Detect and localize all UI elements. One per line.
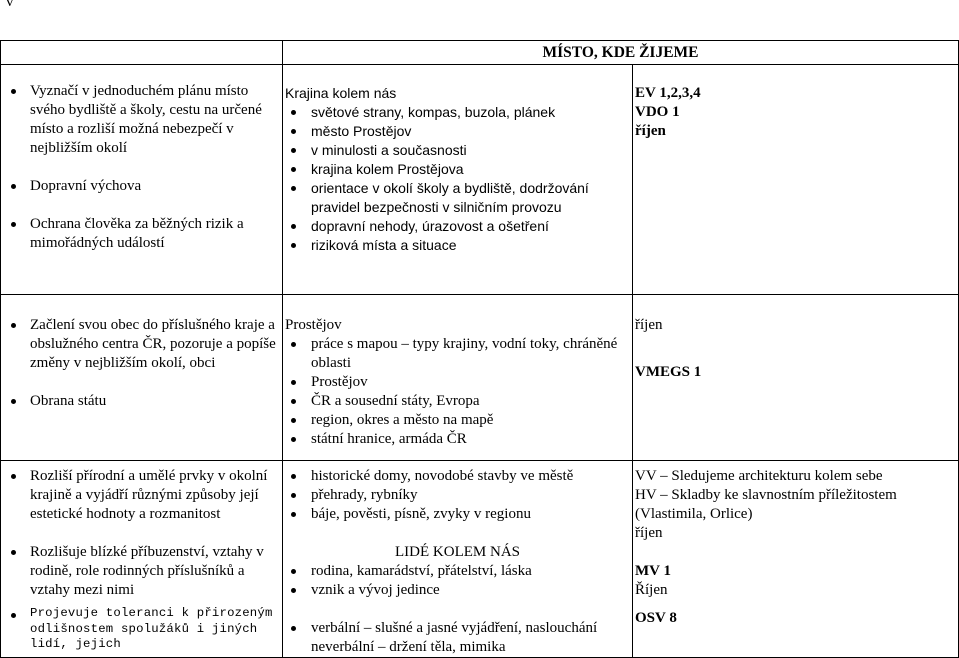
list-item: v minulosti a současnosti <box>283 141 632 160</box>
list-item: státní hranice, armáda ČR <box>283 430 632 449</box>
list-item: práce s mapou – typy krajiny, vodní toky, chráněné oblasti <box>283 335 632 373</box>
cross-curricular-note: HV – Skladby ke slavnostním příležitostem <box>635 487 897 503</box>
outcome-item: Začlení svou obec do příslušného kraje a obslužného centra ČR, pozoruje a popíše změny v nejbližším okolí, obci <box>1 316 282 373</box>
outcome-item: Ochrana člověka za běžných rizik a mimořádných událostí <box>1 215 282 253</box>
cross-curricular-note: VMEGS 1 <box>635 364 702 380</box>
table-row <box>1 295 959 461</box>
cross-curricular-note: MV 1 <box>635 563 671 579</box>
cross-curricular-note: OSV 8 <box>635 610 677 626</box>
outcome-item: Vyznačí v jednoduchém plánu místo svého bydliště a školy, cestu na určené místo a rozliší možná nebezpečí v nejbližším okolí <box>1 82 282 158</box>
cross-curricular-note: VDO 1 <box>635 104 680 120</box>
month-note: Říjen <box>635 582 668 598</box>
header-row <box>1 41 959 65</box>
list-item: verbální – slušné a jasné vyjádření, naslouchání neverbální – držení těla, mimika <box>283 619 632 657</box>
cross-curricular-note: VV – Sledujeme architekturu kolem sebe <box>635 468 883 484</box>
list-item: region, okres a město na mapě <box>283 411 632 430</box>
list-item: světové strany, kompas, buzola, plánek <box>283 103 632 122</box>
section-subheading: LIDÉ KOLEM NÁS <box>395 544 520 560</box>
table-row <box>1 461 959 658</box>
list-item: historické domy, novodobé stavby ve městě <box>283 467 632 486</box>
month-note: říjen <box>635 525 663 541</box>
note-line: (Vlastimila, Orlice) <box>635 506 753 522</box>
curriculum-table <box>0 40 959 658</box>
month-note: říjen <box>635 317 663 333</box>
page-title: MÍSTO, KDE ŽIJEME <box>283 41 959 65</box>
cross-curricular-note: EV 1,2,3,4 <box>635 85 701 101</box>
list-item: báje, pověsti, písně, zvyky v regionu <box>283 505 632 524</box>
outcome-item: Rozliší přírodní a umělé prvky v okolní krajině a vyjádří různými způsoby její estetické hodnoty a rozmanitost <box>1 467 282 524</box>
list-item: rodina, kamarádství, přátelství, láska <box>283 562 632 581</box>
outcome-item: Obrana státu <box>1 392 282 411</box>
list-item: ČR a sousední státy, Evropa <box>283 392 632 411</box>
outcome-item: Dopravní výchova <box>1 177 282 196</box>
month-note: říjen <box>635 123 666 139</box>
outcome-item: Rozlišuje blízké příbuzenství, vztahy v rodině, role rodinných příslušníků a vztahy mezi nimi <box>1 543 282 600</box>
list-item: Prostějov <box>283 373 632 392</box>
list-item: přehrady, rybníky <box>283 486 632 505</box>
outcome-item: Projevuje toleranci k přirozeným odlišnostem spolužáků i jiných lidí, jejich <box>1 606 282 653</box>
top-mark: v <box>6 0 14 10</box>
table-row <box>1 65 959 295</box>
list-item: vznik a vývoj jedince <box>283 581 632 600</box>
topic-heading: Prostějov <box>285 317 342 333</box>
list-item: město Prostějov <box>283 122 632 141</box>
list-item: riziková místa a situace <box>283 236 632 255</box>
list-item: krajina kolem Prostějova <box>283 160 632 179</box>
list-item: dopravní nehody, úrazovost a ošetření <box>283 217 632 236</box>
topic-heading: Krajina kolem nás <box>285 85 397 101</box>
list-item: orientace v okolí školy a bydliště, dodržování pravidel bezpečnosti v silničním provozu <box>283 179 632 217</box>
